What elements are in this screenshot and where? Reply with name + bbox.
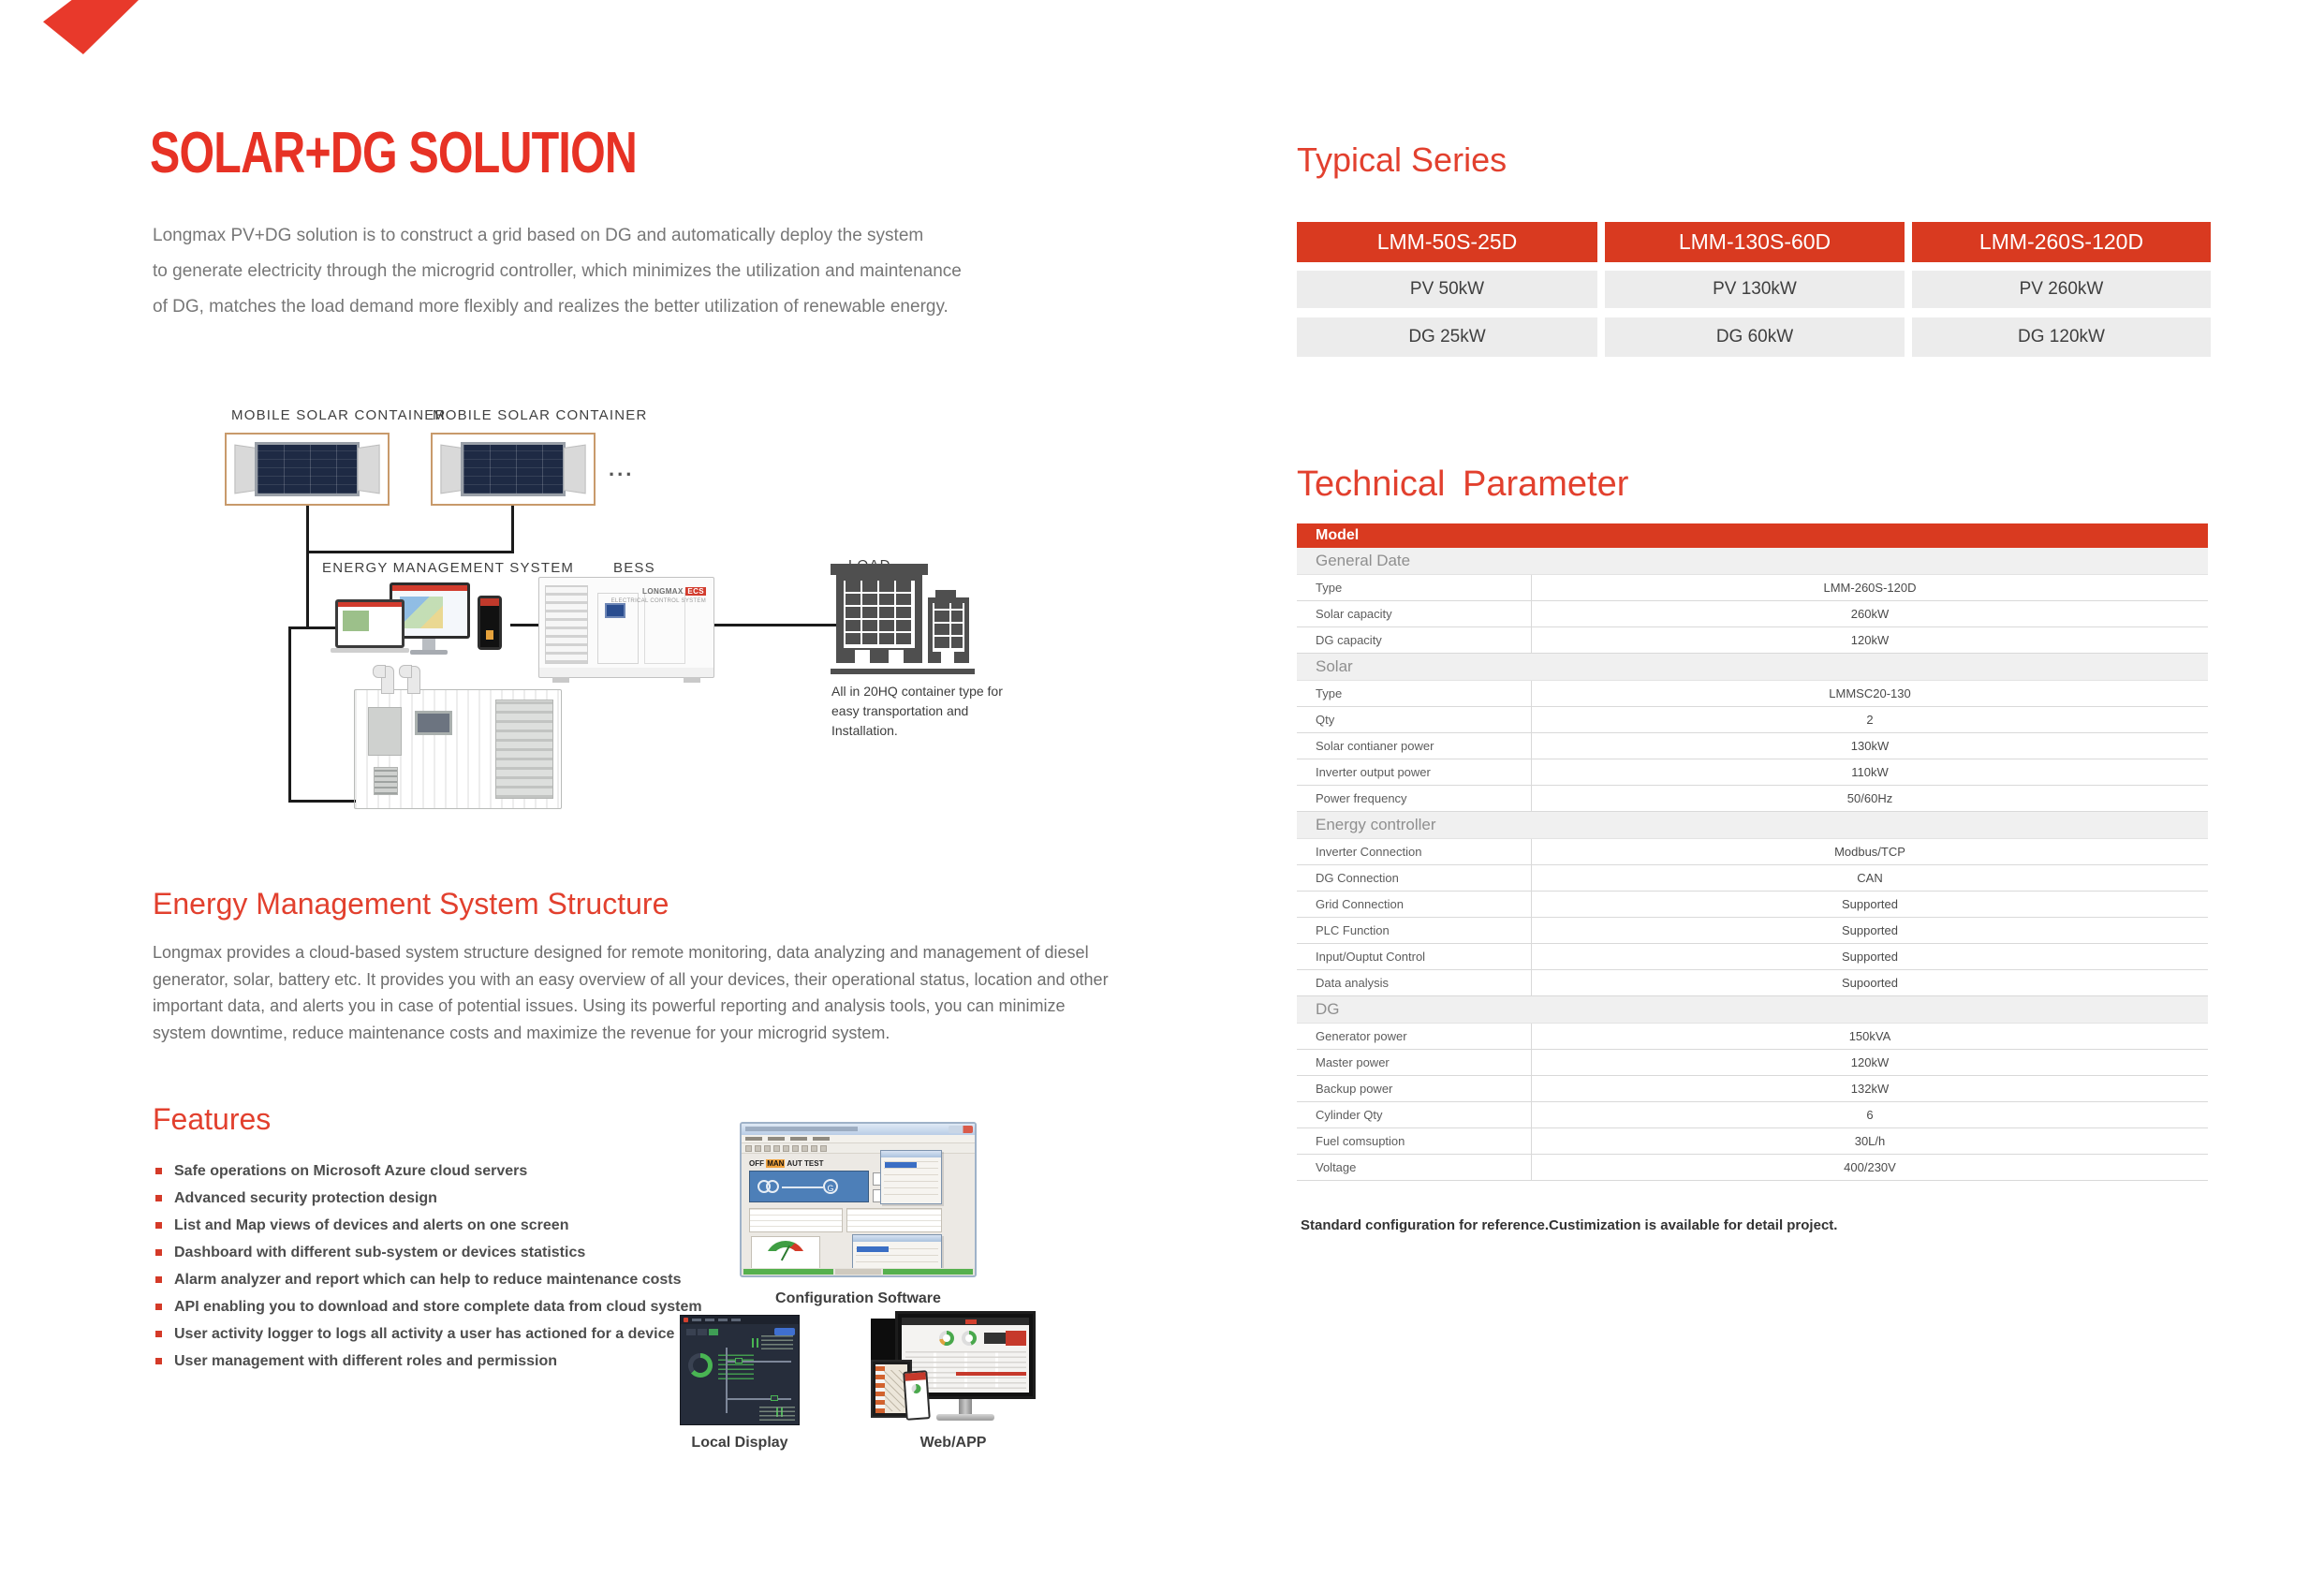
generator-container-image (354, 689, 562, 809)
feature-item-2 (150, 1190, 702, 1217)
table-footnote: Standard configuration for reference.Custimization is available for detail project. (1301, 1217, 1838, 1233)
bullet-square-icon (155, 1168, 162, 1174)
tech-row-value: CAN (1857, 871, 1883, 885)
tech-row-label: Voltage (1297, 1155, 1532, 1180)
bullet-square-icon (155, 1249, 162, 1256)
tech-row-value: Supported (1842, 923, 1898, 937)
tech-row-section: Energy controller (1297, 812, 2208, 839)
tech-row-label: DG capacity (1297, 627, 1532, 653)
bullet-square-icon (155, 1304, 162, 1310)
technical-parameter-table (1297, 523, 2208, 1181)
connector-line (713, 624, 837, 626)
tech-row-label: Grid Connection (1297, 892, 1532, 917)
system-diagram (0, 0, 1077, 843)
tech-row-data (1297, 575, 2208, 601)
feature-item-label: User activity logger to logs all activity a user has actioned for a device (174, 1326, 675, 1342)
tech-row-data (1297, 839, 2208, 865)
series-model-header: LMM-260S-120D (1912, 222, 2211, 262)
tech-row-data (1297, 733, 2208, 759)
tech-row-data (1297, 601, 2208, 627)
tech-row-data (1297, 1128, 2208, 1155)
series-dg-cell: DG 60kW (1605, 317, 1905, 357)
series-pv-cell: PV 260kW (1912, 271, 2211, 308)
local-display-caption: Local Display (691, 1435, 788, 1451)
tech-row-data (1297, 707, 2208, 733)
tech-row-section: General Date (1297, 548, 2208, 575)
ems-paragraph-line-3: important data, and alerts you in case of potential issues. Using its powerful reporting and analysis tools, you can minimize (153, 996, 1066, 1015)
tech-row-label: Input/Ouptut Control (1297, 944, 1532, 969)
solar-container-label-1: MOBILE SOLAR CONTAINER (231, 407, 447, 423)
bullet-square-icon (155, 1331, 162, 1337)
ems-structure-paragraph (153, 939, 1109, 1046)
tech-row-model: Model (1297, 523, 2208, 548)
feature-item-label: List and Map views of devices and alerts on one screen (174, 1217, 569, 1233)
bullet-square-icon (155, 1276, 162, 1283)
ems-paragraph-line-1: Longmax provides a cloud-based system structure designed for remote monitoring, data analyzing and management of diesel (153, 943, 1089, 962)
tech-row-label: Type (1297, 681, 1532, 706)
tech-row-value: Supported (1842, 897, 1898, 911)
tech-row-label: Data analysis (1297, 970, 1532, 995)
feature-item-4 (150, 1245, 702, 1272)
tech-row-data (1297, 1102, 2208, 1128)
tech-row-data (1297, 681, 2208, 707)
technical-parameter-heading: Technical Parameter (1297, 464, 1629, 504)
series-pv-cell: PV 50kW (1297, 271, 1597, 308)
feature-item-1 (150, 1163, 702, 1190)
tech-row-value: Supported (1842, 950, 1898, 964)
tech-row-value: 50/60Hz (1846, 791, 1893, 805)
ems-structure-heading: Energy Management System Structure (153, 887, 669, 921)
series-column-2 (1605, 222, 1905, 357)
intro-line-3: of DG, matches the load demand more flexibly and realizes the better utilization of renewable energy. (153, 297, 949, 317)
feature-item-label: Safe operations on Microsoft Azure cloud servers (174, 1163, 528, 1179)
tech-row-label: Solar contianer power (1297, 733, 1532, 759)
tech-row-value: 6 (1866, 1108, 1874, 1122)
series-model-header: LMM-130S-60D (1605, 222, 1905, 262)
features-heading: Features (153, 1102, 272, 1136)
connector-line (306, 551, 514, 553)
bullet-square-icon (155, 1222, 162, 1229)
tech-row-data (1297, 970, 2208, 996)
tech-row-value: Modbus/TCP (1834, 845, 1905, 859)
configuration-software-screenshot: OFF MAN AUT TEST G (740, 1122, 977, 1277)
tech-row-data (1297, 1155, 2208, 1181)
tech-row-data (1297, 627, 2208, 654)
typical-series-table (1297, 222, 2211, 362)
tech-row-label: Type (1297, 575, 1532, 600)
series-model-header: LMM-50S-25D (1297, 222, 1597, 262)
feature-item-label: Advanced security protection design (174, 1190, 437, 1206)
tech-row-value: 130kW (1850, 739, 1890, 753)
local-display-screenshot (680, 1315, 800, 1425)
connector-line (306, 626, 338, 629)
intro-line-2: to generate electricity through the microgrid controller, which minimizes the utilization and maintenance (153, 261, 962, 281)
tech-row-label: Solar capacity (1297, 601, 1532, 626)
series-column-1 (1297, 222, 1597, 357)
feature-item-label: API enabling you to download and store complete data from cloud system (174, 1299, 702, 1315)
tech-row-value: 260kW (1850, 607, 1890, 621)
solar-container-image-2 (431, 433, 596, 506)
load-note-line-2: easy transportation and (831, 703, 969, 718)
load-building-icon (836, 573, 969, 667)
tech-row-label: Inverter Connection (1297, 839, 1532, 864)
tech-row-value: LMM-260S-120D (1823, 581, 1917, 595)
tech-row-value: 2 (1866, 713, 1874, 727)
tech-row-value: 30L/h (1854, 1134, 1886, 1148)
bullet-square-icon (155, 1195, 162, 1201)
tech-row-value: LMMSC20-130 (1829, 686, 1911, 700)
tech-row-label: Inverter output power (1297, 759, 1532, 785)
web-app-screenshot (871, 1311, 1036, 1423)
tech-row-data (1297, 1024, 2208, 1050)
feature-item-label: Dashboard with different sub-system or devices statistics (174, 1245, 586, 1260)
tech-row-data (1297, 1050, 2208, 1076)
series-dg-cell: DG 25kW (1297, 317, 1597, 357)
solar-container-label-2: MOBILE SOLAR CONTAINER (433, 407, 648, 423)
tech-row-label: Cylinder Qty (1297, 1102, 1532, 1127)
tech-row-value: Supoorted (1842, 976, 1898, 990)
tech-row-data (1297, 786, 2208, 812)
tech-row-label: Fuel comsuption (1297, 1128, 1532, 1154)
configuration-software-caption: Configuration Software (775, 1290, 941, 1306)
intro-line-1: Longmax PV+DG solution is to construct a grid based on DG and automatically deploy the system (153, 226, 924, 245)
bullet-square-icon (155, 1358, 162, 1364)
tech-row-section: DG (1297, 996, 2208, 1024)
series-column-3 (1912, 222, 2211, 357)
solar-container-image-1 (225, 433, 390, 506)
tech-row-section: Solar (1297, 654, 2208, 681)
feature-item-8 (150, 1353, 702, 1380)
tech-row-label: Generator power (1297, 1024, 1532, 1049)
page-title: SOLAR+DG SOLUTION (150, 121, 638, 185)
tech-row-value: 110kW (1851, 765, 1889, 779)
series-pv-cell: PV 130kW (1605, 271, 1905, 308)
connector-line (288, 626, 291, 803)
load-note-line-1: All in 20HQ container type for (831, 684, 1003, 699)
tech-row-label: DG Connection (1297, 865, 1532, 891)
bess-container-image: LONGMAX ECS ELECTRICAL CONTROL SYSTEM (538, 577, 714, 678)
connector-line (288, 800, 356, 803)
load-note (831, 682, 1009, 741)
tech-row-data (1297, 759, 2208, 786)
ellipsis-more-containers: ... (609, 457, 635, 480)
tech-row-label: PLC Function (1297, 918, 1532, 943)
tech-row-label: Master power (1297, 1050, 1532, 1075)
ems-label: ENERGY MANAGEMENT SYSTEM (322, 560, 575, 576)
feature-item-label: Alarm analyzer and report which can help to reduce maintenance costs (174, 1272, 682, 1288)
ems-devices-image (335, 582, 513, 665)
bess-label: BESS (613, 560, 655, 576)
connector-line (511, 506, 514, 553)
feature-item-7 (150, 1326, 702, 1353)
tech-row-value: 150kVA (1848, 1029, 1891, 1043)
tech-row-data (1297, 865, 2208, 892)
tech-row-label: Qty (1297, 707, 1532, 732)
connector-line (510, 624, 540, 626)
tech-row-value: 120kW (1850, 1055, 1890, 1069)
feature-item-5 (150, 1272, 702, 1299)
tech-row-value: 400/230V (1844, 1160, 1896, 1174)
connector-line (288, 626, 309, 629)
tech-row-label: Power frequency (1297, 786, 1532, 811)
tech-row-data (1297, 1076, 2208, 1102)
web-app-caption: Web/APP (919, 1435, 987, 1451)
typical-series-heading: Typical Series (1297, 140, 1508, 179)
feature-item-label: User management with different roles and permission (174, 1353, 557, 1369)
connector-line (306, 506, 309, 629)
tech-row-value: 120kW (1850, 633, 1890, 647)
tech-row-data (1297, 892, 2208, 918)
tech-row-data (1297, 944, 2208, 970)
ems-paragraph-line-2: generator, solar, battery etc. It provides you with an easy overview of all your devices, their operational status, location and other (153, 969, 1109, 989)
ems-paragraph-line-4: system downtime, reduce maintenance costs and maximize the revenue for your microgrid system. (153, 1023, 890, 1042)
load-note-line-3: Installation. (831, 723, 898, 738)
features-list (150, 1163, 702, 1380)
tech-row-value: 132kW (1850, 1082, 1890, 1096)
tech-row-data (1297, 918, 2208, 944)
feature-item-6 (150, 1299, 702, 1326)
feature-item-3 (150, 1217, 702, 1245)
tech-row-label: Backup power (1297, 1076, 1532, 1101)
series-dg-cell: DG 120kW (1912, 317, 2211, 357)
